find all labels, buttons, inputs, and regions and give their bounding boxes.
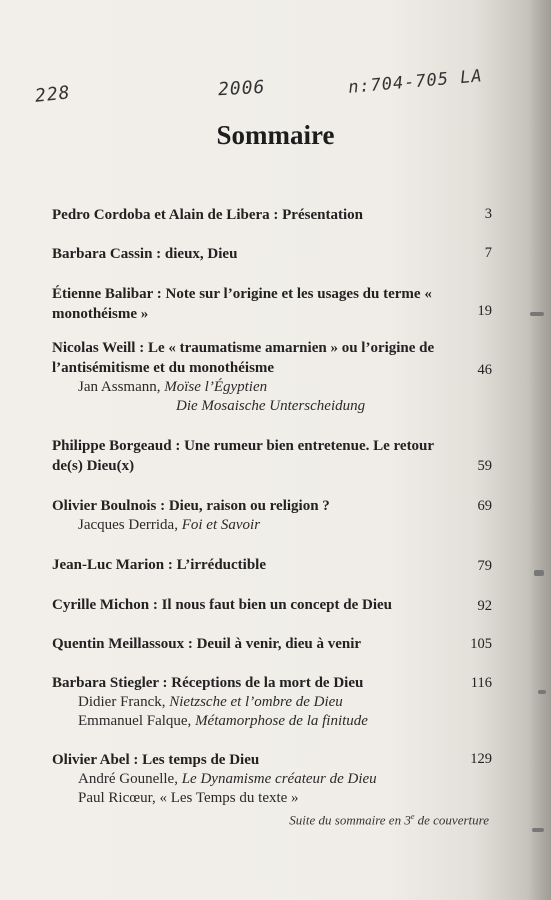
toc-entry (52, 284, 492, 324)
scan-speck (534, 570, 544, 576)
scan-speck (530, 312, 544, 316)
toc-entry-heading: Olivier Boulnois : Dieu, raison ou religion ? (52, 498, 330, 514)
toc-entry-heading: Pedro Cordoba et Alain de Libera : Présentation (52, 207, 363, 223)
handwritten-note-issue: n:704-705 LA (347, 66, 484, 98)
toc-entry (52, 595, 492, 615)
review-work: Nietzsche et l’ombre de Dieu (169, 694, 343, 710)
toc-entry (52, 750, 492, 808)
review-author: Jan Assmann, (78, 379, 161, 395)
review-author: Didier Franck, (78, 694, 166, 710)
toc-entry-page: 69 (477, 498, 492, 514)
continuation-note-superscript: e (410, 812, 415, 821)
toc-entry-heading: Olivier Abel : Les temps de Dieu (52, 752, 260, 768)
toc-entry-heading: Barbara Cassin : dieux, Dieu (52, 246, 238, 262)
toc-entry-heading: Barbara Stiegler : Réceptions de la mort de Dieu (52, 675, 364, 691)
toc-entry (52, 673, 492, 731)
toc-entry-heading: Étienne Balibar : Note sur l’origine et les usages du terme « monothéisme » (52, 286, 432, 322)
review-work: Le Dynamisme créateur de Dieu (181, 771, 377, 787)
toc-entry-page: 59 (477, 458, 492, 474)
review-author: Emmanuel Falque, (78, 713, 192, 729)
toc-entry-page: 46 (477, 362, 492, 378)
handwritten-note-year: 2006 (217, 76, 266, 101)
toc-entry (52, 634, 492, 654)
toc-entry (52, 436, 492, 476)
toc-entry-review (78, 789, 492, 808)
handwritten-note-left: 228 (33, 82, 72, 107)
toc-entry-page: 92 (477, 598, 492, 614)
toc-entry-review (78, 516, 492, 535)
toc-entry (52, 244, 492, 264)
toc-entry-review (78, 693, 492, 712)
scan-speck (538, 690, 546, 694)
toc-entry (52, 338, 492, 416)
toc-entry-page: 3 (484, 206, 492, 222)
toc-entry-page: 116 (470, 675, 492, 691)
review-work-continued: Die Mosaische Unterscheidung (176, 398, 366, 414)
continuation-note (289, 812, 489, 828)
toc-entry-page: 7 (484, 245, 492, 261)
review-work: Moïse l’Égyptien (164, 379, 268, 395)
continuation-note-text-end: de couverture (414, 812, 489, 828)
continuation-note-text: Suite du sommaire en 3 (289, 812, 411, 828)
toc-entry (52, 555, 492, 575)
scan-speck (532, 828, 544, 832)
toc-entry-heading: Cyrille Michon : Il nous faut bien un concept de Dieu (52, 597, 393, 613)
toc-entry (52, 496, 492, 535)
review-author: Jacques Derrida, (78, 517, 178, 533)
toc-entry-page: 19 (477, 303, 492, 319)
page-title: Sommaire (216, 120, 335, 150)
review-author: André Gounelle, (78, 771, 178, 787)
toc-entry-heading: Jean-Luc Marion : L’irréductible (52, 557, 267, 573)
toc-entry (52, 205, 492, 225)
toc-entry-page: 105 (470, 636, 492, 652)
toc-entry-heading: Quentin Meillassoux : Deuil à venir, dieu à venir (52, 636, 362, 652)
review-author: Paul Ricœur, (78, 790, 156, 806)
toc-entry-page: 79 (477, 558, 492, 574)
toc-entry-heading: Nicolas Weill : Le « traumatisme amarnien » ou l’origine de l’antisémitisme et du monothéisme (52, 340, 435, 376)
review-work: Foi et Savoir (181, 517, 261, 533)
toc-entry-heading: Philippe Borgeaud : Une rumeur bien entretenue. Le retour de(s) Dieu(x) (52, 438, 434, 474)
toc-entry-review (78, 770, 492, 789)
toc-entry-review (78, 378, 492, 397)
review-work: « Les Temps du texte » (159, 790, 299, 806)
review-work: Métamorphose de la finitude (195, 713, 368, 729)
toc-entry-page: 129 (470, 751, 492, 767)
toc-entry-review (78, 712, 492, 731)
